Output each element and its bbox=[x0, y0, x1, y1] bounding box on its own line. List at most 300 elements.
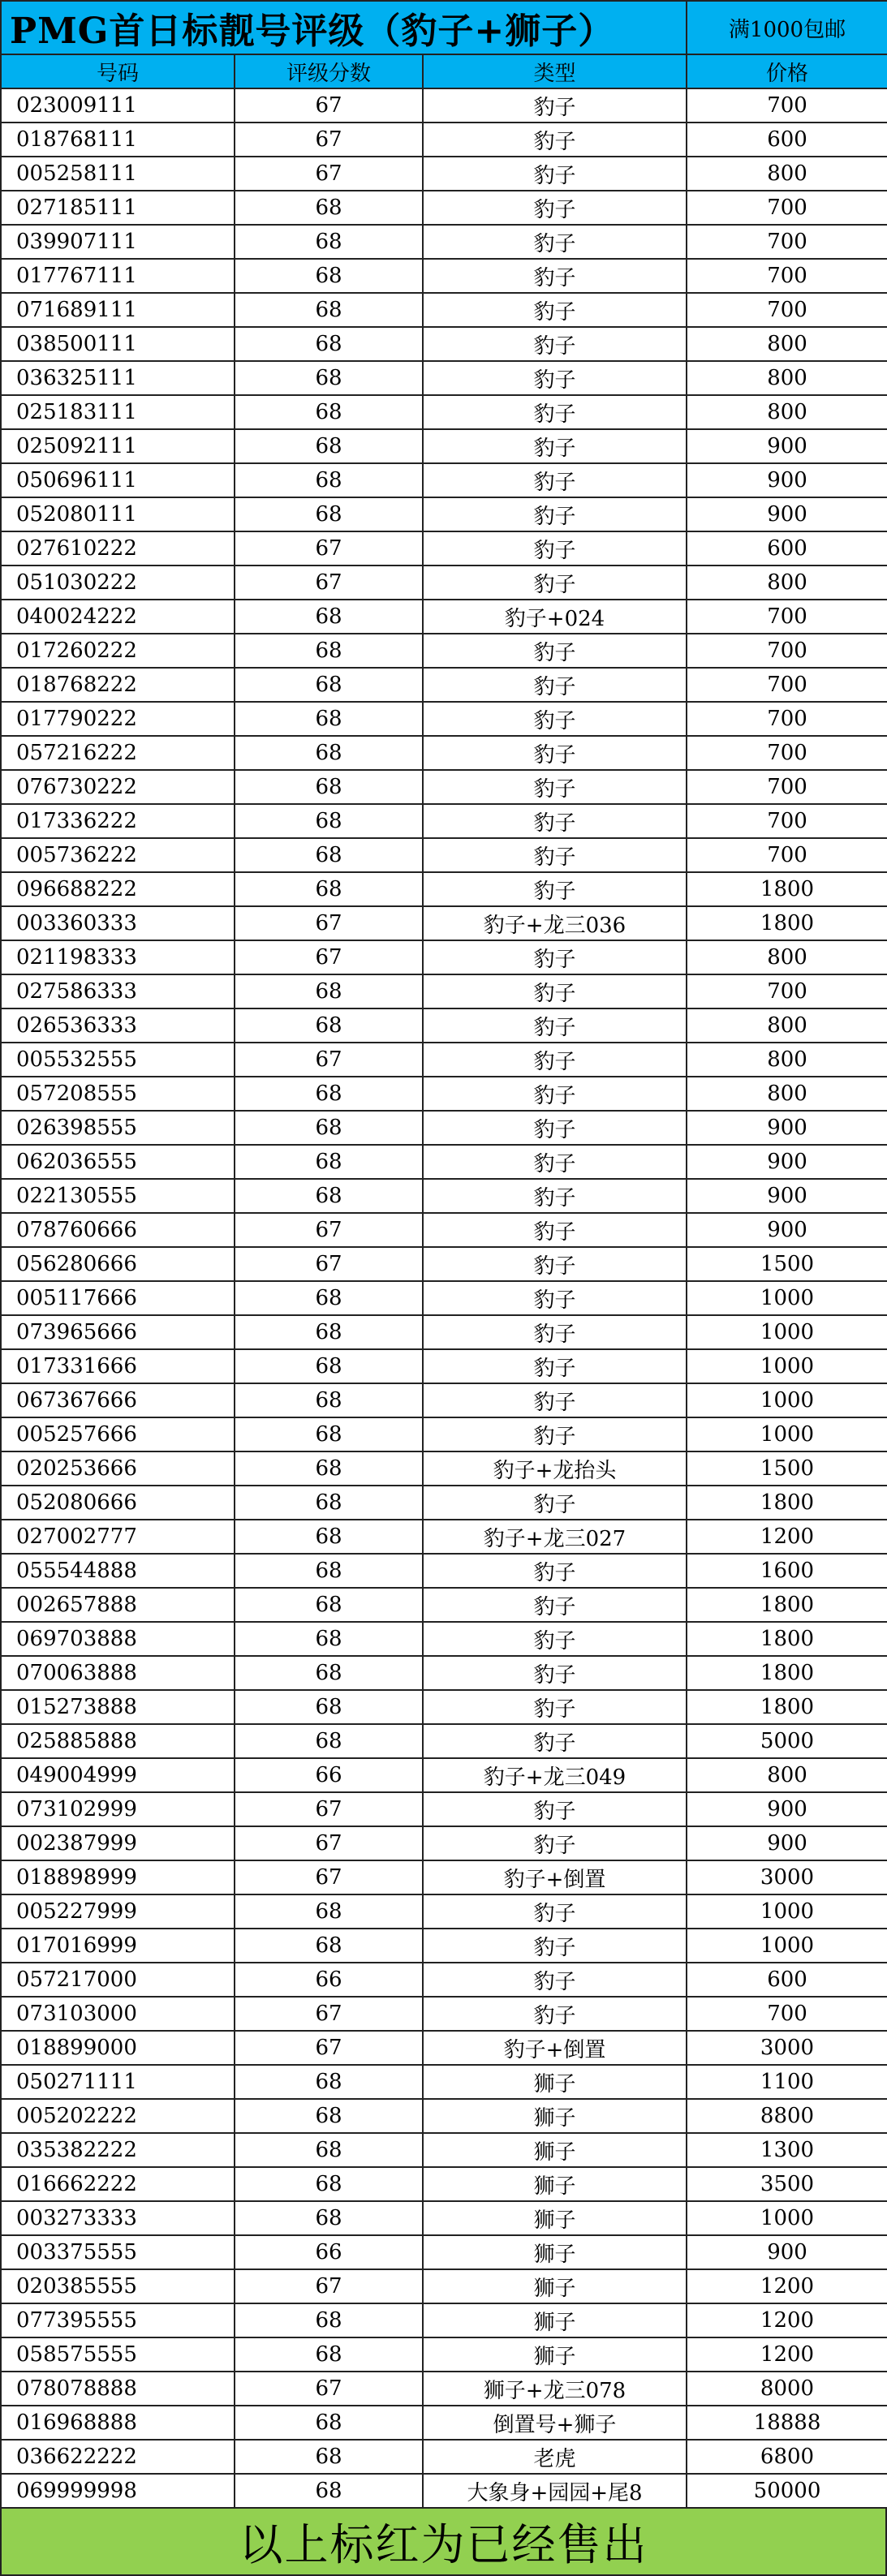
score-cell: 68 bbox=[235, 770, 423, 804]
type-cell: 狮子 bbox=[423, 2065, 687, 2099]
type-cell: 豹子 bbox=[423, 1622, 687, 1656]
score-cell: 68 bbox=[235, 429, 423, 463]
score-cell: 68 bbox=[235, 497, 423, 531]
price-cell: 1800 bbox=[687, 906, 887, 940]
table-row bbox=[1, 293, 887, 327]
score-cell: 68 bbox=[235, 1588, 423, 1622]
price-cell: 18888 bbox=[687, 2406, 887, 2440]
table-row bbox=[1, 804, 887, 838]
sheet-title: PMG首日标靓号评级（豹子+狮子） bbox=[1, 1, 687, 54]
price-cell: 1000 bbox=[687, 1417, 887, 1451]
score-cell: 67 bbox=[235, 906, 423, 940]
score-cell: 68 bbox=[235, 225, 423, 259]
score-cell: 67 bbox=[235, 1997, 423, 2031]
type-cell: 豹子 bbox=[423, 770, 687, 804]
phone-number-cell: 015273888 bbox=[1, 1690, 235, 1724]
table-row bbox=[1, 2406, 887, 2440]
price-cell: 3000 bbox=[687, 2031, 887, 2065]
phone-number-cell: 027002777 bbox=[1, 1520, 235, 1554]
table-row bbox=[1, 634, 887, 668]
score-cell: 67 bbox=[235, 157, 423, 191]
table-row bbox=[1, 1690, 887, 1724]
table-row bbox=[1, 123, 887, 157]
score-cell: 68 bbox=[235, 2099, 423, 2133]
type-cell: 豹子 bbox=[423, 1656, 687, 1690]
phone-number-cell: 005532555 bbox=[1, 1043, 235, 1077]
score-cell: 68 bbox=[235, 463, 423, 497]
score-cell: 68 bbox=[235, 2303, 423, 2337]
score-cell: 67 bbox=[235, 88, 423, 123]
phone-number-cell: 040024222 bbox=[1, 600, 235, 634]
score-cell: 68 bbox=[235, 1315, 423, 1349]
type-cell: 豹子 bbox=[423, 395, 687, 429]
price-cell: 700 bbox=[687, 225, 887, 259]
phone-number-cell: 017767111 bbox=[1, 259, 235, 293]
table-row bbox=[1, 1349, 887, 1383]
price-cell: 1800 bbox=[687, 1588, 887, 1622]
table-row bbox=[1, 1860, 887, 1894]
price-cell: 800 bbox=[687, 566, 887, 600]
type-cell: 豹子 bbox=[423, 736, 687, 770]
type-cell: 豹子+龙三049 bbox=[423, 1758, 687, 1792]
table-row bbox=[1, 566, 887, 600]
type-cell: 狮子 bbox=[423, 2235, 687, 2269]
price-cell: 1800 bbox=[687, 1656, 887, 1690]
type-cell: 豹子 bbox=[423, 1179, 687, 1213]
price-cell: 700 bbox=[687, 1997, 887, 2031]
table-row bbox=[1, 2031, 887, 2065]
type-cell: 豹子 bbox=[423, 327, 687, 361]
price-cell: 700 bbox=[687, 600, 887, 634]
table-row bbox=[1, 1179, 887, 1213]
price-cell: 900 bbox=[687, 1111, 887, 1145]
score-cell: 68 bbox=[235, 838, 423, 872]
phone-number-cell: 096688222 bbox=[1, 872, 235, 906]
price-cell: 700 bbox=[687, 804, 887, 838]
phone-number-cell: 055544888 bbox=[1, 1554, 235, 1588]
phone-number-cell: 018899000 bbox=[1, 2031, 235, 2065]
type-cell: 豹子 bbox=[423, 1383, 687, 1417]
type-cell: 豹子 bbox=[423, 1894, 687, 1929]
phone-number-cell: 017790222 bbox=[1, 702, 235, 736]
type-cell: 狮子 bbox=[423, 2133, 687, 2167]
price-cell: 1000 bbox=[687, 1281, 887, 1315]
phone-number-cell: 026398555 bbox=[1, 1111, 235, 1145]
table-row bbox=[1, 770, 887, 804]
column-header-number: 号码 bbox=[1, 54, 235, 88]
score-cell: 67 bbox=[235, 1247, 423, 1281]
column-header-type: 类型 bbox=[423, 54, 687, 88]
phone-number-cell: 050696111 bbox=[1, 463, 235, 497]
score-cell: 68 bbox=[235, 1349, 423, 1383]
table-row bbox=[1, 1213, 887, 1247]
price-cell: 800 bbox=[687, 395, 887, 429]
table-row bbox=[1, 1997, 887, 2031]
score-cell: 66 bbox=[235, 1963, 423, 1997]
score-cell: 66 bbox=[235, 2235, 423, 2269]
type-cell: 豹子 bbox=[423, 225, 687, 259]
type-cell: 豹子+龙三027 bbox=[423, 1520, 687, 1554]
column-header-price: 价格 bbox=[687, 54, 887, 88]
type-cell: 豹子 bbox=[423, 1690, 687, 1724]
phone-number-cell: 035382222 bbox=[1, 2133, 235, 2167]
type-cell: 豹子 bbox=[423, 702, 687, 736]
price-cell: 8800 bbox=[687, 2099, 887, 2133]
score-cell: 68 bbox=[235, 395, 423, 429]
table-row bbox=[1, 395, 887, 429]
score-cell: 68 bbox=[235, 2474, 423, 2508]
table-row bbox=[1, 191, 887, 225]
score-cell: 68 bbox=[235, 1281, 423, 1315]
price-cell: 1200 bbox=[687, 1520, 887, 1554]
phone-number-cell: 073103000 bbox=[1, 1997, 235, 2031]
type-cell: 豹子 bbox=[423, 1486, 687, 1520]
score-cell: 68 bbox=[235, 1417, 423, 1451]
phone-number-cell: 058575555 bbox=[1, 2337, 235, 2372]
phone-number-cell: 050271111 bbox=[1, 2065, 235, 2099]
score-cell: 68 bbox=[235, 259, 423, 293]
type-cell: 豹子 bbox=[423, 634, 687, 668]
phone-number-cell: 078760666 bbox=[1, 1213, 235, 1247]
score-cell: 66 bbox=[235, 1758, 423, 1792]
price-cell: 900 bbox=[687, 2235, 887, 2269]
free-shipping-note: 满1000包邮 bbox=[687, 1, 887, 54]
price-cell: 1000 bbox=[687, 1315, 887, 1349]
score-cell: 68 bbox=[235, 2440, 423, 2474]
score-cell: 67 bbox=[235, 1043, 423, 1077]
score-cell: 68 bbox=[235, 1111, 423, 1145]
phone-number-cell: 057216222 bbox=[1, 736, 235, 770]
type-cell: 豹子 bbox=[423, 293, 687, 327]
phone-number-cell: 069703888 bbox=[1, 1622, 235, 1656]
type-cell: 豹子 bbox=[423, 1145, 687, 1179]
type-cell: 豹子 bbox=[423, 463, 687, 497]
phone-number-cell: 023009111 bbox=[1, 88, 235, 123]
table-row bbox=[1, 1315, 887, 1349]
table-row bbox=[1, 974, 887, 1008]
score-cell: 68 bbox=[235, 1179, 423, 1213]
price-cell: 1000 bbox=[687, 1349, 887, 1383]
price-cell: 900 bbox=[687, 497, 887, 531]
type-cell: 豹子 bbox=[423, 1349, 687, 1383]
type-cell: 豹子 bbox=[423, 1213, 687, 1247]
type-cell: 倒置号+狮子 bbox=[423, 2406, 687, 2440]
score-cell: 68 bbox=[235, 1145, 423, 1179]
score-cell: 67 bbox=[235, 940, 423, 974]
phone-number-cell: 022130555 bbox=[1, 1179, 235, 1213]
table-row bbox=[1, 327, 887, 361]
price-cell: 900 bbox=[687, 1145, 887, 1179]
price-cell: 700 bbox=[687, 668, 887, 702]
table-row bbox=[1, 1929, 887, 1963]
table-row bbox=[1, 2303, 887, 2337]
phone-number-cell: 002657888 bbox=[1, 1588, 235, 1622]
price-cell: 600 bbox=[687, 531, 887, 566]
score-cell: 68 bbox=[235, 1520, 423, 1554]
type-cell: 豹子 bbox=[423, 668, 687, 702]
phone-number-cell: 018768111 bbox=[1, 123, 235, 157]
price-cell: 1500 bbox=[687, 1247, 887, 1281]
price-cell: 3000 bbox=[687, 1860, 887, 1894]
phone-number-cell: 002387999 bbox=[1, 1826, 235, 1860]
phone-number-cell: 057217000 bbox=[1, 1963, 235, 1997]
table-row bbox=[1, 2065, 887, 2099]
table-row bbox=[1, 1451, 887, 1486]
table-row bbox=[1, 361, 887, 395]
type-cell: 豹子 bbox=[423, 1008, 687, 1043]
price-cell: 6800 bbox=[687, 2440, 887, 2474]
table-row bbox=[1, 1826, 887, 1860]
table-row bbox=[1, 1281, 887, 1315]
phone-number-cell: 005117666 bbox=[1, 1281, 235, 1315]
phone-number-cell: 018898999 bbox=[1, 1860, 235, 1894]
score-cell: 67 bbox=[235, 2269, 423, 2303]
phone-number-cell: 067367666 bbox=[1, 1383, 235, 1417]
type-cell: 豹子 bbox=[423, 1077, 687, 1111]
phone-number-cell: 027185111 bbox=[1, 191, 235, 225]
price-cell: 800 bbox=[687, 940, 887, 974]
table-row bbox=[1, 1077, 887, 1111]
phone-number-cell: 038500111 bbox=[1, 327, 235, 361]
type-cell: 豹子 bbox=[423, 1826, 687, 1860]
phone-number-cell: 071689111 bbox=[1, 293, 235, 327]
table-row bbox=[1, 429, 887, 463]
table-row bbox=[1, 1043, 887, 1077]
price-cell: 1200 bbox=[687, 2303, 887, 2337]
type-cell: 豹子 bbox=[423, 804, 687, 838]
table-row bbox=[1, 906, 887, 940]
score-cell: 67 bbox=[235, 123, 423, 157]
table-row bbox=[1, 1758, 887, 1792]
table-row bbox=[1, 259, 887, 293]
score-cell: 68 bbox=[235, 2133, 423, 2167]
phone-number-cell: 036622222 bbox=[1, 2440, 235, 2474]
price-cell: 900 bbox=[687, 1179, 887, 1213]
type-cell: 豹子 bbox=[423, 531, 687, 566]
score-cell: 67 bbox=[235, 1826, 423, 1860]
score-cell: 68 bbox=[235, 702, 423, 736]
phone-number-cell: 069999998 bbox=[1, 2474, 235, 2508]
type-cell: 豹子 bbox=[423, 974, 687, 1008]
score-cell: 68 bbox=[235, 1894, 423, 1929]
phone-number-cell: 026536333 bbox=[1, 1008, 235, 1043]
phone-number-cell: 020253666 bbox=[1, 1451, 235, 1486]
price-cell: 900 bbox=[687, 1826, 887, 1860]
score-cell: 68 bbox=[235, 1929, 423, 1963]
score-cell: 67 bbox=[235, 2372, 423, 2406]
phone-number-cell: 003375555 bbox=[1, 2235, 235, 2269]
phone-number-cell: 025183111 bbox=[1, 395, 235, 429]
price-cell: 800 bbox=[687, 361, 887, 395]
price-cell: 600 bbox=[687, 123, 887, 157]
table-row bbox=[1, 736, 887, 770]
type-cell: 豹子+倒置 bbox=[423, 2031, 687, 2065]
phone-number-cell: 027610222 bbox=[1, 531, 235, 566]
table-row bbox=[1, 1145, 887, 1179]
table-row bbox=[1, 225, 887, 259]
score-cell: 67 bbox=[235, 2031, 423, 2065]
price-cell: 700 bbox=[687, 974, 887, 1008]
type-cell: 狮子 bbox=[423, 2269, 687, 2303]
table-row bbox=[1, 2269, 887, 2303]
phone-number-cell: 051030222 bbox=[1, 566, 235, 600]
title-row bbox=[1, 1, 887, 54]
score-cell: 68 bbox=[235, 668, 423, 702]
table-row bbox=[1, 600, 887, 634]
type-cell: 狮子 bbox=[423, 2303, 687, 2337]
phone-number-cell: 017016999 bbox=[1, 1929, 235, 1963]
type-cell: 豹子+龙三036 bbox=[423, 906, 687, 940]
score-cell: 68 bbox=[235, 1451, 423, 1486]
table-row bbox=[1, 1963, 887, 1997]
type-cell: 豹子 bbox=[423, 259, 687, 293]
score-cell: 67 bbox=[235, 531, 423, 566]
price-cell: 1100 bbox=[687, 2065, 887, 2099]
table-row bbox=[1, 2099, 887, 2133]
phone-number-cell: 076730222 bbox=[1, 770, 235, 804]
type-cell: 老虎 bbox=[423, 2440, 687, 2474]
phone-number-cell: 005257666 bbox=[1, 1417, 235, 1451]
table-row bbox=[1, 1520, 887, 1554]
table-row bbox=[1, 2474, 887, 2508]
table-row bbox=[1, 1417, 887, 1451]
price-cell: 1300 bbox=[687, 2133, 887, 2167]
type-cell: 豹子 bbox=[423, 429, 687, 463]
score-cell: 68 bbox=[235, 872, 423, 906]
price-cell: 600 bbox=[687, 1963, 887, 1997]
type-cell: 狮子 bbox=[423, 2337, 687, 2372]
score-cell: 68 bbox=[235, 974, 423, 1008]
price-cell: 700 bbox=[687, 702, 887, 736]
phone-number-cell: 018768222 bbox=[1, 668, 235, 702]
phone-number-cell: 017331666 bbox=[1, 1349, 235, 1383]
table-body bbox=[1, 88, 887, 2508]
phone-number-cell: 005258111 bbox=[1, 157, 235, 191]
price-cell: 900 bbox=[687, 429, 887, 463]
table-row bbox=[1, 1554, 887, 1588]
score-cell: 68 bbox=[235, 361, 423, 395]
type-cell: 豹子 bbox=[423, 1997, 687, 2031]
table-row bbox=[1, 1792, 887, 1826]
type-cell: 豹子 bbox=[423, 940, 687, 974]
price-cell: 700 bbox=[687, 259, 887, 293]
phone-number-cell: 005227999 bbox=[1, 1894, 235, 1929]
price-cell: 1800 bbox=[687, 1622, 887, 1656]
score-cell: 68 bbox=[235, 2167, 423, 2201]
table-row bbox=[1, 1622, 887, 1656]
type-cell: 豹子 bbox=[423, 1417, 687, 1451]
score-cell: 68 bbox=[235, 1724, 423, 1758]
table-row bbox=[1, 497, 887, 531]
type-cell: 豹子 bbox=[423, 838, 687, 872]
score-cell: 68 bbox=[235, 2337, 423, 2372]
sold-note-banner: 以上标红为已经售出 bbox=[0, 2507, 887, 2576]
table-row bbox=[1, 531, 887, 566]
price-cell: 800 bbox=[687, 1077, 887, 1111]
table-row bbox=[1, 1008, 887, 1043]
price-cell: 1800 bbox=[687, 1486, 887, 1520]
phone-number-cell: 036325111 bbox=[1, 361, 235, 395]
price-cell: 700 bbox=[687, 838, 887, 872]
phone-number-cell: 077395555 bbox=[1, 2303, 235, 2337]
score-cell: 68 bbox=[235, 1486, 423, 1520]
score-cell: 68 bbox=[235, 1656, 423, 1690]
phone-number-cell: 073102999 bbox=[1, 1792, 235, 1826]
type-cell: 豹子 bbox=[423, 88, 687, 123]
type-cell: 豹子 bbox=[423, 497, 687, 531]
phone-number-cell: 049004999 bbox=[1, 1758, 235, 1792]
phone-number-cell: 070063888 bbox=[1, 1656, 235, 1690]
type-cell: 大象身+园园+尾8 bbox=[423, 2474, 687, 2508]
phone-number-cell: 017336222 bbox=[1, 804, 235, 838]
table-row bbox=[1, 2235, 887, 2269]
score-cell: 67 bbox=[235, 1213, 423, 1247]
type-cell: 豹子 bbox=[423, 1315, 687, 1349]
phone-number-cell: 016968888 bbox=[1, 2406, 235, 2440]
price-cell: 700 bbox=[687, 770, 887, 804]
score-cell: 68 bbox=[235, 327, 423, 361]
price-cell: 1200 bbox=[687, 2269, 887, 2303]
price-cell: 900 bbox=[687, 463, 887, 497]
price-cell: 800 bbox=[687, 1043, 887, 1077]
phone-number-cell: 005736222 bbox=[1, 838, 235, 872]
phone-number-cell: 003273333 bbox=[1, 2201, 235, 2235]
score-cell: 68 bbox=[235, 293, 423, 327]
type-cell: 豹子 bbox=[423, 191, 687, 225]
score-cell: 68 bbox=[235, 2201, 423, 2235]
table-row bbox=[1, 2440, 887, 2474]
score-cell: 68 bbox=[235, 1008, 423, 1043]
table-row bbox=[1, 872, 887, 906]
price-cell: 800 bbox=[687, 157, 887, 191]
price-cell: 900 bbox=[687, 1792, 887, 1826]
phone-number-cell: 052080666 bbox=[1, 1486, 235, 1520]
score-cell: 68 bbox=[235, 1383, 423, 1417]
score-cell: 68 bbox=[235, 600, 423, 634]
price-cell: 50000 bbox=[687, 2474, 887, 2508]
phone-number-cell: 016662222 bbox=[1, 2167, 235, 2201]
price-cell: 1800 bbox=[687, 872, 887, 906]
phone-number-cell: 017260222 bbox=[1, 634, 235, 668]
price-cell: 3500 bbox=[687, 2167, 887, 2201]
type-cell: 豹子 bbox=[423, 1588, 687, 1622]
price-cell: 1000 bbox=[687, 1383, 887, 1417]
table-row bbox=[1, 2133, 887, 2167]
phone-number-cell: 056280666 bbox=[1, 1247, 235, 1281]
type-cell: 豹子+024 bbox=[423, 600, 687, 634]
price-cell: 700 bbox=[687, 191, 887, 225]
score-cell: 68 bbox=[235, 1554, 423, 1588]
table-row bbox=[1, 2337, 887, 2372]
score-cell: 68 bbox=[235, 1077, 423, 1111]
table-row bbox=[1, 1247, 887, 1281]
score-cell: 68 bbox=[235, 2065, 423, 2099]
price-cell: 700 bbox=[687, 293, 887, 327]
price-cell: 700 bbox=[687, 736, 887, 770]
type-cell: 豹子 bbox=[423, 361, 687, 395]
table-row bbox=[1, 88, 887, 123]
price-cell: 800 bbox=[687, 1758, 887, 1792]
type-cell: 豹子+龙抬头 bbox=[423, 1451, 687, 1486]
score-cell: 68 bbox=[235, 1690, 423, 1724]
table-row bbox=[1, 940, 887, 974]
price-cell: 1600 bbox=[687, 1554, 887, 1588]
price-cell: 800 bbox=[687, 327, 887, 361]
phone-number-cell: 025885888 bbox=[1, 1724, 235, 1758]
phone-number-cell: 078078888 bbox=[1, 2372, 235, 2406]
type-cell: 豹子 bbox=[423, 1281, 687, 1315]
table-row bbox=[1, 2201, 887, 2235]
